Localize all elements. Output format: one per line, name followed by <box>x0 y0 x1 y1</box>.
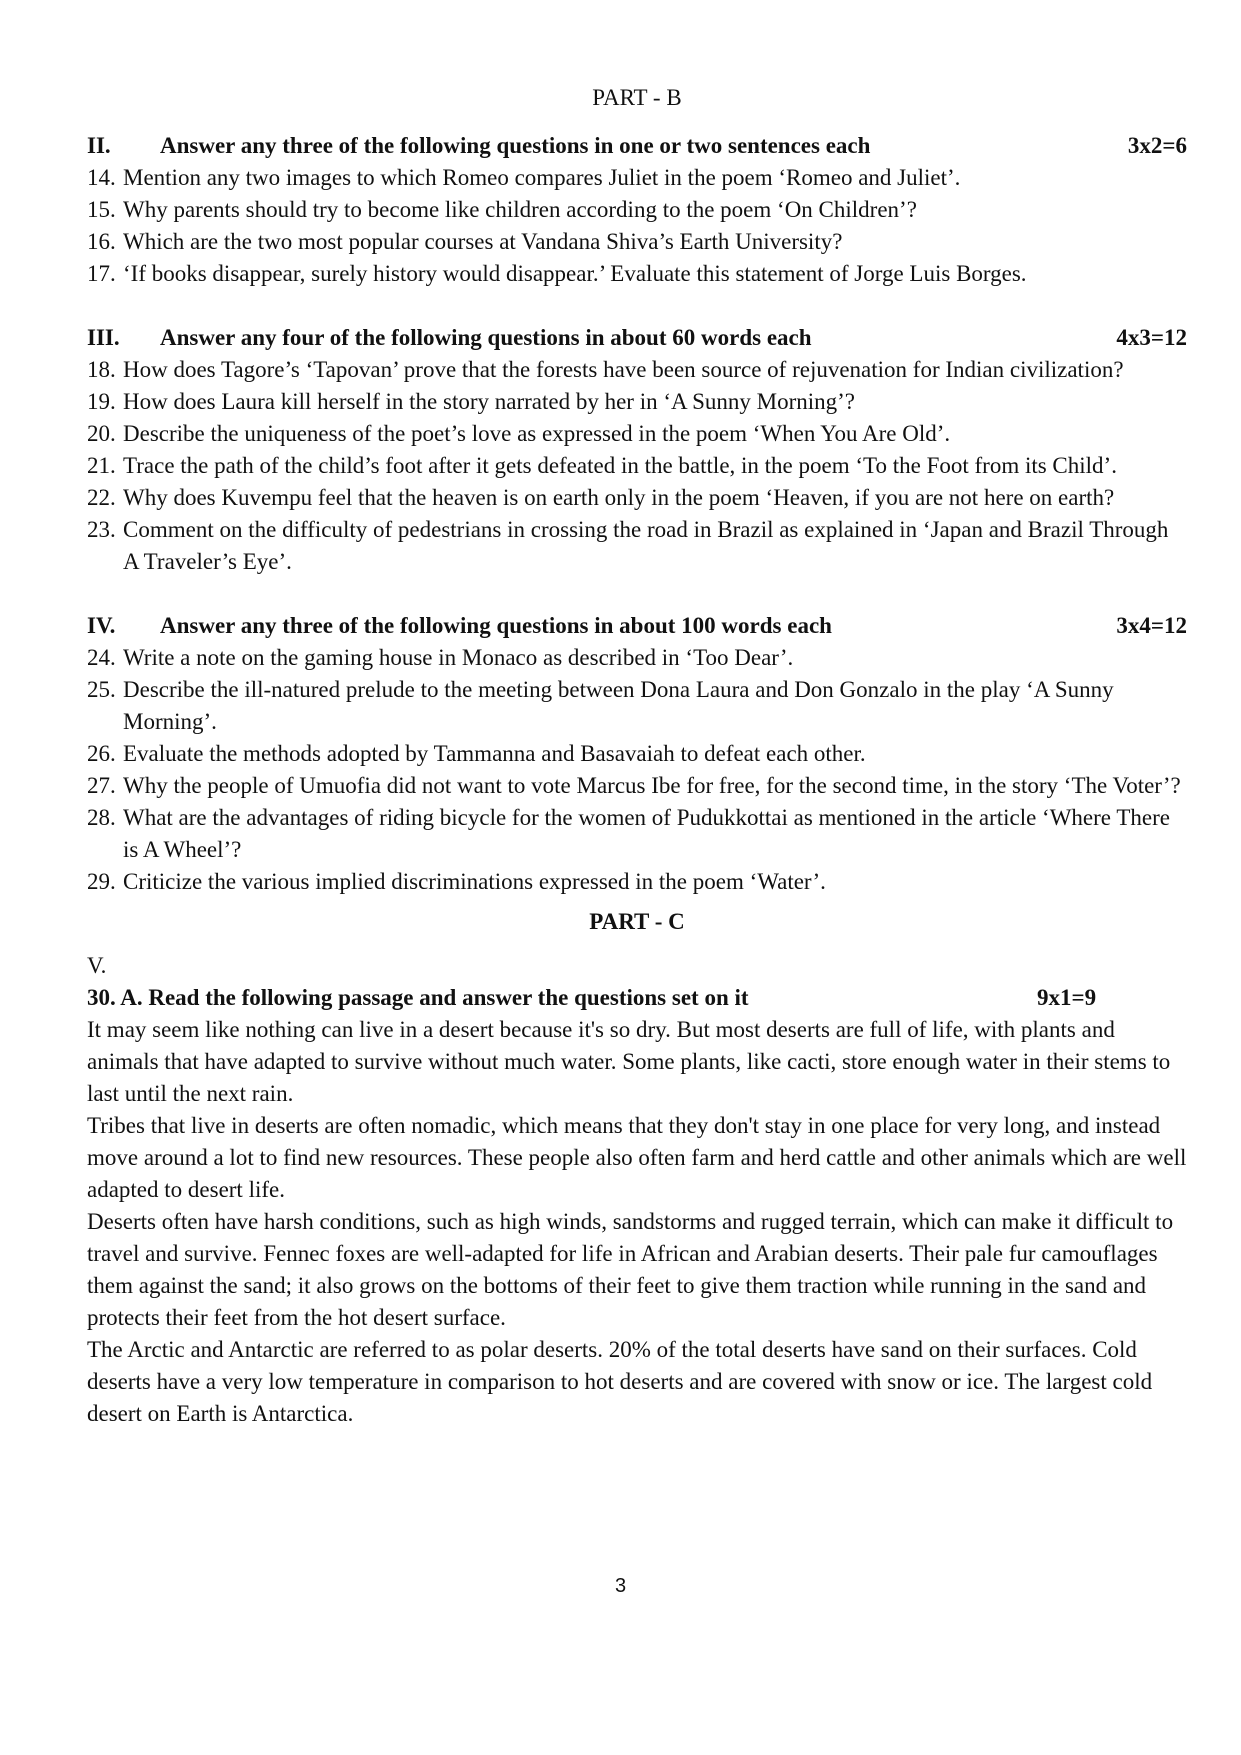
section-number: IV. <box>87 613 116 638</box>
question-number: 18. <box>87 357 116 382</box>
question-text: Why the people of Umuofia did not want to vote Marcus Ibe for free, for the second time, in the story ‘The Voter’? <box>123 773 1181 798</box>
question-paper-page <box>87 82 1187 1430</box>
section-marks: 3x4=12 <box>1116 613 1187 638</box>
question-number: 17. <box>87 261 116 286</box>
question-number: 22. <box>87 485 116 510</box>
question-number: 20. <box>87 421 116 446</box>
question-text: Evaluate the methods adopted by Tammanna and Basavaiah to defeat each other. <box>123 741 866 766</box>
question-number: 24. <box>87 645 116 670</box>
question-30-marks: 9x1=9 <box>1037 985 1097 1010</box>
section-heading <box>87 610 1187 642</box>
question-item <box>87 738 1187 770</box>
question-text: Trace the path of the child’s foot after it gets defeated in the battle, in the poem ‘To the Foot from its Child’. <box>123 453 1117 478</box>
section-iii <box>87 322 1187 578</box>
question-text: Describe the uniqueness of the poet’s love as expressed in the poem ‘When You Are Old’. <box>123 421 951 446</box>
question-text: Write a note on the gaming house in Monaco as described in ‘Too Dear’. <box>123 645 794 670</box>
section-number: III. <box>87 325 120 350</box>
question-item <box>87 482 1187 514</box>
section-heading <box>87 322 1187 354</box>
question-item <box>87 802 1187 866</box>
question-text: Criticize the various implied discriminations expressed in the poem ‘Water’. <box>123 869 826 894</box>
question-item <box>87 226 1187 258</box>
question-number: 15. <box>87 197 116 222</box>
question-number: 25. <box>87 677 116 702</box>
question-number: 21. <box>87 453 116 478</box>
section-instruction: Answer any three of the following questions in one or two sentences each <box>160 133 871 158</box>
section-ii <box>87 130 1187 290</box>
question-number: 28. <box>87 805 116 830</box>
question-item <box>87 450 1187 482</box>
spacer <box>87 578 1187 610</box>
question-number: 14. <box>87 165 116 190</box>
section-iv <box>87 610 1187 898</box>
section-instruction: Answer any three of the following questions in about 100 words each <box>160 613 832 638</box>
section-number: II. <box>87 133 111 158</box>
question-item <box>87 418 1187 450</box>
question-item <box>87 162 1187 194</box>
question-30-instruction: 30. A. Read the following passage and answer the questions set on it <box>87 985 749 1010</box>
question-item <box>87 866 1187 898</box>
question-number: 19. <box>87 389 116 414</box>
question-item <box>87 354 1187 386</box>
question-text: Which are the two most popular courses at Vandana Shiva’s Earth University? <box>123 229 843 254</box>
question-text: ‘If books disappear, surely history would disappear.’ Evaluate this statement of Jorge Luis Borges. <box>123 261 1027 286</box>
question-text: What are the advantages of riding bicycle for the women of Pudukkottai as mentioned in the article ‘Where There is A Wheel’? <box>123 805 1170 862</box>
question-number: 29. <box>87 869 116 894</box>
question-item <box>87 386 1187 418</box>
passage-paragraph: Tribes that live in deserts are often nomadic, which means that they don't stay in one place for very long, and instead move around a lot to find new resources. These people also often farm and herd cattle and other animals which are well adapted to desert life. <box>87 1113 1187 1202</box>
part-c-heading: PART - C <box>589 909 685 934</box>
spacer <box>87 290 1187 322</box>
question-item <box>87 514 1187 578</box>
passage-paragraph: The Arctic and Antarctic are referred to as polar deserts. 20% of the total deserts have sand on their surfaces. Cold deserts have a very low temperature in comparison to hot deserts and are covered with snow or ice. The largest cold desert on Earth is Antarctica. <box>87 1337 1153 1426</box>
section-marks: 3x2=6 <box>1127 133 1187 158</box>
question-number: 23. <box>87 517 116 542</box>
question-item <box>87 194 1187 226</box>
question-item <box>87 642 1187 674</box>
section-v-number: V. <box>87 953 107 978</box>
section-instruction: Answer any four of the following questions in about 60 words each <box>160 325 812 350</box>
question-text: Why does Kuvempu feel that the heaven is on earth only in the poem ‘Heaven, if you are not here on earth? <box>123 485 1115 510</box>
question-item <box>87 258 1187 290</box>
passage-paragraph: It may seem like nothing can live in a desert because it's so dry. But most deserts are full of life, with plants and animals that have adapted to survive without much water. Some plants, like cacti, store enough water in their stems to last until the next rain. <box>87 1017 1171 1106</box>
question-number: 16. <box>87 229 116 254</box>
page-number: 3 <box>614 1575 627 1597</box>
part-b-heading: PART - B <box>592 85 682 110</box>
question-number: 27. <box>87 773 116 798</box>
question-text: Describe the ill-natured prelude to the meeting between Dona Laura and Don Gonzalo in the play ‘A Sunny Morning’. <box>123 677 1114 734</box>
question-text: Mention any two images to which Romeo compares Juliet in the poem ‘Romeo and Juliet’. <box>123 165 961 190</box>
question-number: 26. <box>87 741 116 766</box>
question-text: How does Tagore’s ‘Tapovan’ prove that the forests have been source of rejuvenation for Indian civilization? <box>123 357 1124 382</box>
question-item <box>87 674 1187 738</box>
passage-paragraph: Deserts often have harsh conditions, such as high winds, sandstorms and rugged terrain, which can make it difficult to travel and survive. Fennec foxes are well-adapted for life in African and Arabian deserts. Their pale fur camouflages them against the sand; it also grows on the bottoms of their feet to give them traction while running in the sand and protects their feet from the hot desert surface. <box>87 1209 1174 1330</box>
question-text: How does Laura kill herself in the story narrated by her in ‘A Sunny Morning’? <box>123 389 855 414</box>
question-item <box>87 770 1187 802</box>
question-text: Comment on the difficulty of pedestrians in crossing the road in Brazil as explained in ‘Japan and Brazil Through A Traveler’s Eye’. <box>123 517 1169 574</box>
question-text: Why parents should try to become like children according to the poem ‘On Children’? <box>123 197 917 222</box>
section-marks: 4x3=12 <box>1116 325 1187 350</box>
section-heading <box>87 130 1187 162</box>
reading-passage <box>87 1014 1187 1430</box>
question-30-heading <box>87 982 1187 1014</box>
